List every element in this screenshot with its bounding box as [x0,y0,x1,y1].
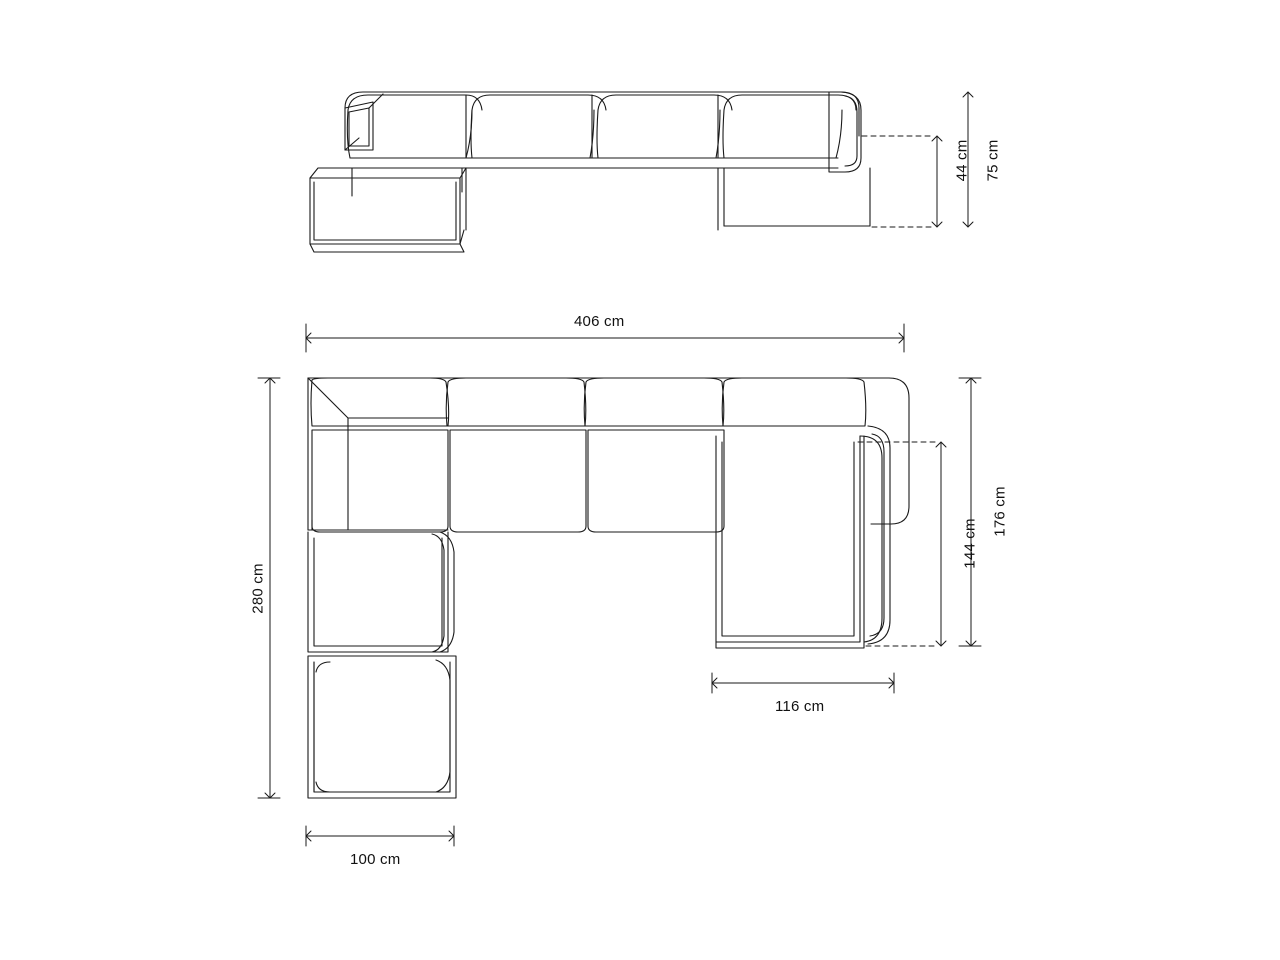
front-elevation-view [310,92,870,252]
dim-label-depth-chaise-seat: 144 cm [961,518,979,569]
dim-width-ottoman [306,826,454,846]
dim-width-chaise [712,673,894,693]
dim-label-depth-chaise: 176 cm [991,486,1009,537]
top-plan-view [308,378,909,798]
dim-label-width-total: 406 cm [574,313,625,330]
dim-label-depth-total: 280 cm [249,563,267,614]
dim-label-height-total: 75 cm [984,139,1002,182]
dim-label-height-seat: 44 cm [953,139,971,182]
dim-label-width-ottoman: 100 cm [350,851,401,868]
dim-depth-chaise [959,378,981,646]
dim-height-seat [862,136,942,227]
dim-label-width-chaise: 116 cm [775,698,825,715]
dim-depth-chaise-seat [858,442,946,646]
